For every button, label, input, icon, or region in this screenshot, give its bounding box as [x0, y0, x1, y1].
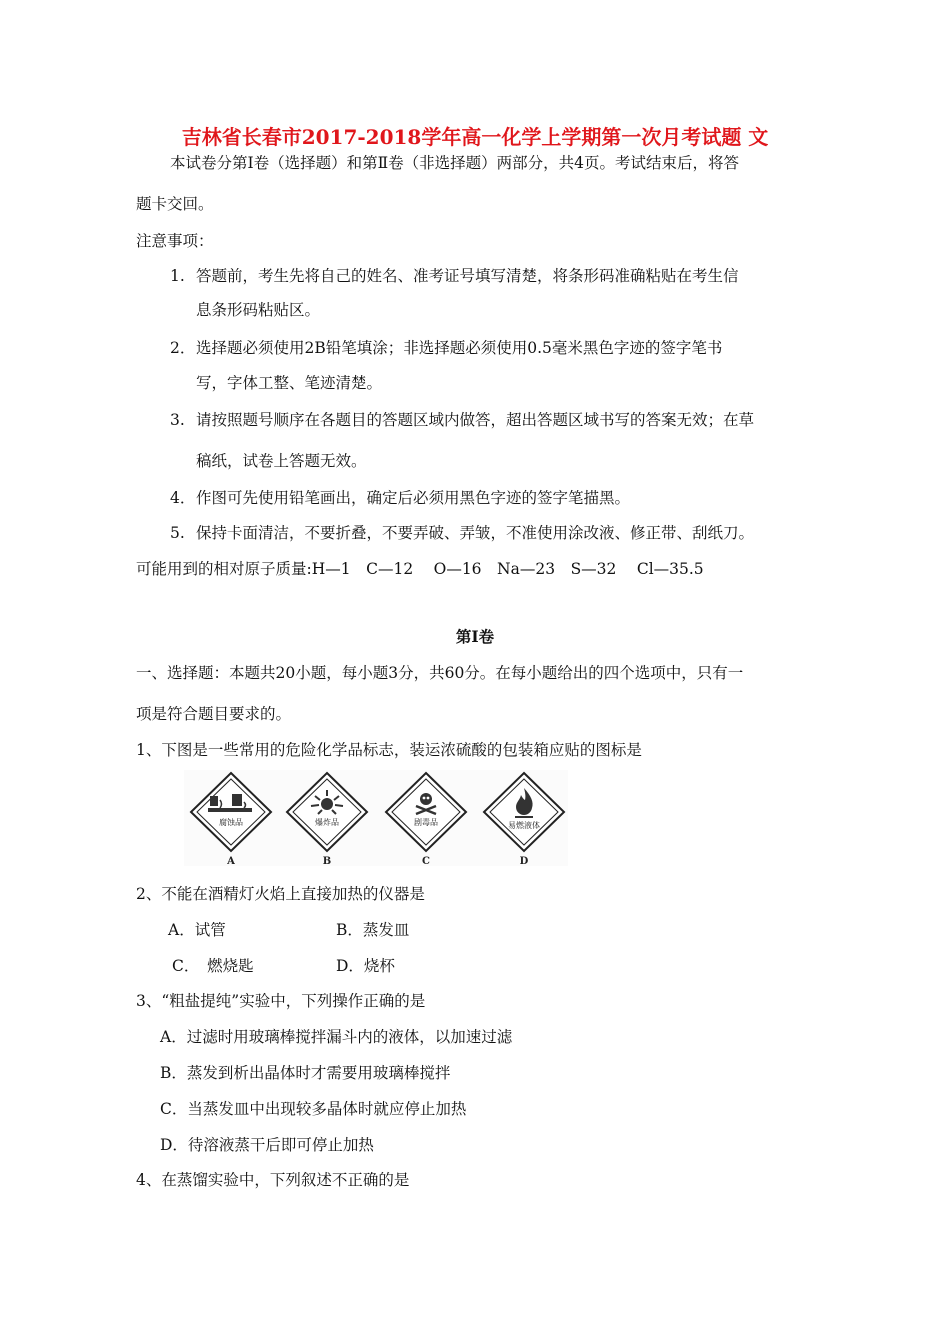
sign-b-letter: B	[322, 856, 332, 866]
sign-a-letter: A	[227, 856, 235, 866]
question-3-option-c: C．当蒸发皿中出现较多晶体时就应停止加热	[160, 1100, 467, 1118]
question-2-option-c: C． 燃烧匙	[172, 957, 254, 975]
notice-item-5-text: 保持卡面清洁，不要折叠，不要弄破、弄皱，不准使用涂改液、修正带、刮纸刀。	[196, 524, 755, 542]
question-3-stem: 3、“粗盐提纯”实验中，下列操作正确的是	[136, 992, 426, 1010]
notice-item-5-num: 5.	[170, 524, 185, 542]
question-2-option-a: A．试管	[168, 921, 226, 939]
question-3-option-b: B．蒸发到析出晶体时才需要用玻璃棒搅拌	[160, 1064, 451, 1082]
sign-d-letter: D	[519, 856, 529, 866]
section-instructions-2: 项是符合题目要求的。	[136, 705, 292, 723]
sign-d-label: 易燃液体	[508, 821, 540, 830]
notice-item-4-text: 作图可先使用铅笔画出，确定后必须用黑色字迹的签字笔描黑。	[196, 489, 631, 507]
notice-item-2-num: 2．	[170, 339, 196, 357]
notice-item-1-text: 答题前，考生先将自己的姓名、准考证号填写清楚，将条形码准确粘贴在考生信	[196, 267, 739, 285]
question-3-option-a: A．过滤时用玻璃棒搅拌漏斗内的液体，以加速过滤	[160, 1028, 513, 1046]
question-2-option-d: D．烧杯	[336, 957, 395, 975]
notice-item-4-num: 4．	[170, 489, 196, 507]
notice-item-1-cont: 息条形码粘贴区。	[196, 301, 321, 319]
question-1-stem: 1、下图是一些常用的危险化学品标志，装运浓硫酸的包装箱应贴的图标是	[136, 741, 642, 759]
question-2-stem: 2、不能在酒精灯火焰上直接加热的仪器是	[136, 885, 425, 903]
atomic-masses: 可能用到的相对原子质量:H—1 C—12 O—16 Na—23 S—32 Cl—35.5	[136, 560, 704, 578]
sign-c-letter: C	[422, 856, 430, 866]
sign-b-label: 爆炸品	[315, 818, 339, 827]
exam-title: 吉林省长春市2017-2018学年高一化学上学期第一次月考试题 文	[181, 125, 769, 149]
notice-item-3-text: 请按照题号顺序在各题目的答题区域内做答，超出答题区域书写的答案无效；在草	[196, 411, 755, 429]
section-instructions-1: 一、选择题：本题共20小题，每小题3分，共60分。在每小题给出的四个选项中，只有一	[136, 664, 744, 682]
hazard-signs-figure	[184, 770, 568, 866]
intro-line-1: 本试卷分第Ⅰ卷（选择题）和第Ⅱ卷（非选择题）两部分，共4页。考试结束后，将答	[170, 154, 740, 172]
sign-c-label: 剧毒品	[414, 818, 438, 827]
notice-item-3-num: 3.	[170, 411, 185, 429]
question-2-option-b: B．蒸发皿	[336, 921, 410, 939]
sign-a-label: 腐蚀品	[219, 818, 243, 827]
section-heading: 第Ⅰ卷	[455, 627, 495, 646]
notice-item-1-num: 1.	[170, 267, 185, 285]
question-4-stem: 4、在蒸馏实验中，下列叙述不正确的是	[136, 1171, 410, 1189]
question-3-option-d: D．待溶液蒸干后即可停止加热	[160, 1136, 374, 1154]
notice-item-2-text: 选择题必须使用2B铅笔填涂；非选择题必须使用0.5毫米黑色字迹的签字笔书	[196, 339, 723, 357]
intro-line-2: 题卡交回。	[136, 195, 214, 213]
notice-item-2-cont: 写，字体工整、笔迹清楚。	[196, 374, 383, 392]
notice-heading: 注意事项：	[136, 232, 214, 250]
notice-item-3-cont: 稿纸，试卷上答题无效。	[196, 452, 367, 470]
